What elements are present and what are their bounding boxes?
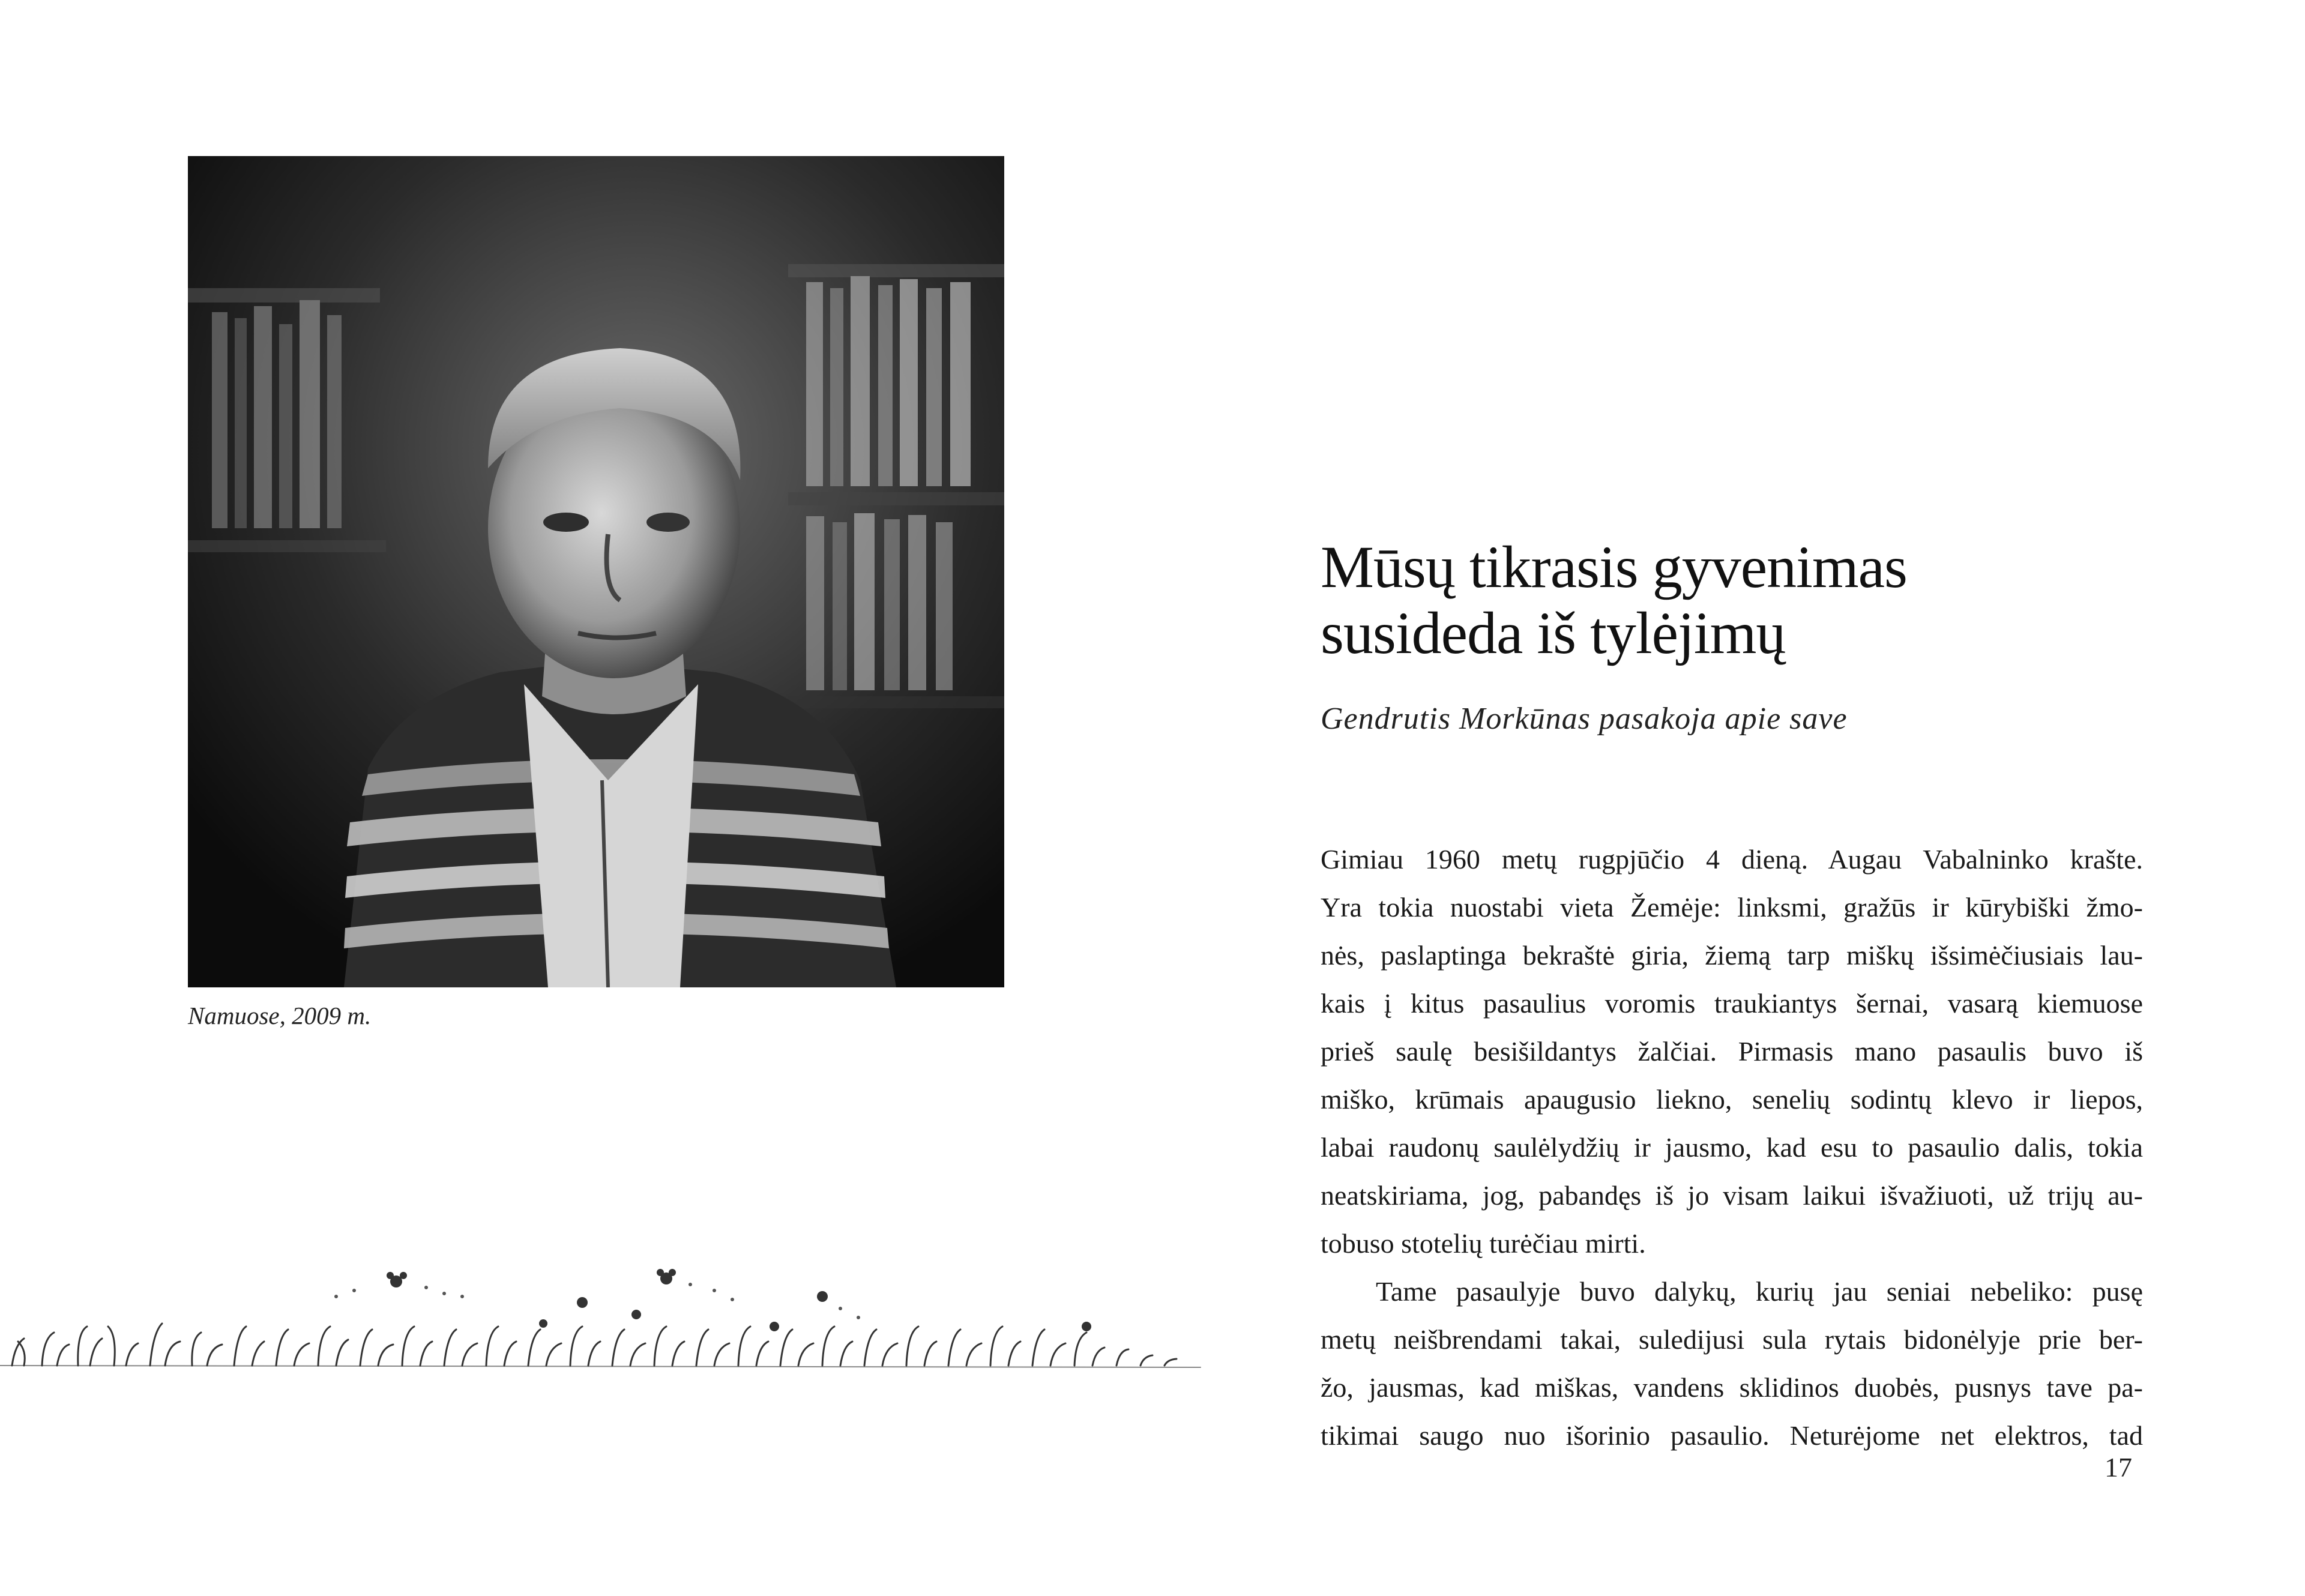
body-line: metų neišbrendami takai, suledijusi sula rytais bidonėlyje prie ber- — [1321, 1324, 2143, 1355]
body-line: prieš saulę besišildantys žalčiai. Pirmasis mano pasaulis buvo iš — [1321, 1036, 2143, 1067]
body-line: nės, paslaptinga bekraštė giria, žiemą tarp miškų išsimėčiusiais lau- — [1321, 940, 2143, 971]
portrait-photo — [188, 156, 1004, 987]
article-title-line1: Mūsų tikrasis gyvenimas — [1321, 534, 1907, 600]
page-number: 17 — [2105, 1452, 2132, 1483]
body-line: kais į kitus pasaulius voromis traukiantys šernai, vasarą kiemuose — [1321, 988, 2143, 1019]
body-line: miško, krūmais apaugusio liekno, senelių sodintų klevo ir liepos, — [1321, 1084, 2143, 1115]
grass-flowers-illustration-icon — [0, 1242, 1207, 1381]
article-body — [1321, 836, 2143, 1460]
body-line: Yra tokia nuostabi vieta Žemėje: linksmi, gražūs ir kūrybiški žmo- — [1321, 892, 2143, 923]
body-line: Tame pasaulyje buvo dalykų, kurių jau seniai nebeliko: pusę — [1376, 1276, 2143, 1307]
portrait-photo-icon — [188, 156, 1004, 987]
body-line: Gimiau 1960 metų rugpjūčio 4 dieną. Augau Vabalninko krašte. — [1321, 844, 2143, 875]
body-line: žo, jausmas, kad miškas, vandens sklidinos duobės, pusnys tave pa- — [1321, 1372, 2143, 1403]
body-line: tobuso stotelių turėčiau mirti. — [1321, 1228, 1646, 1259]
body-line: neatskiriama, jog, pabandęs iš jo visam laikui išvažiuoti, už trijų au- — [1321, 1180, 2143, 1211]
article-subtitle: Gendrutis Morkūnas pasakoja apie save — [1321, 702, 1848, 736]
photo-caption: Namuose, 2009 m. — [188, 1002, 372, 1029]
article-title — [1321, 534, 1907, 666]
article-title-line2: susideda iš tylėjimų — [1321, 600, 1786, 666]
body-line: tikimai saugo nuo išorinio pasaulio. Neturėjome net elektros, tad — [1321, 1420, 2143, 1451]
body-line: labai raudonų saulėlydžių ir jausmo, kad esu to pasaulio dalis, tokia — [1321, 1132, 2143, 1163]
